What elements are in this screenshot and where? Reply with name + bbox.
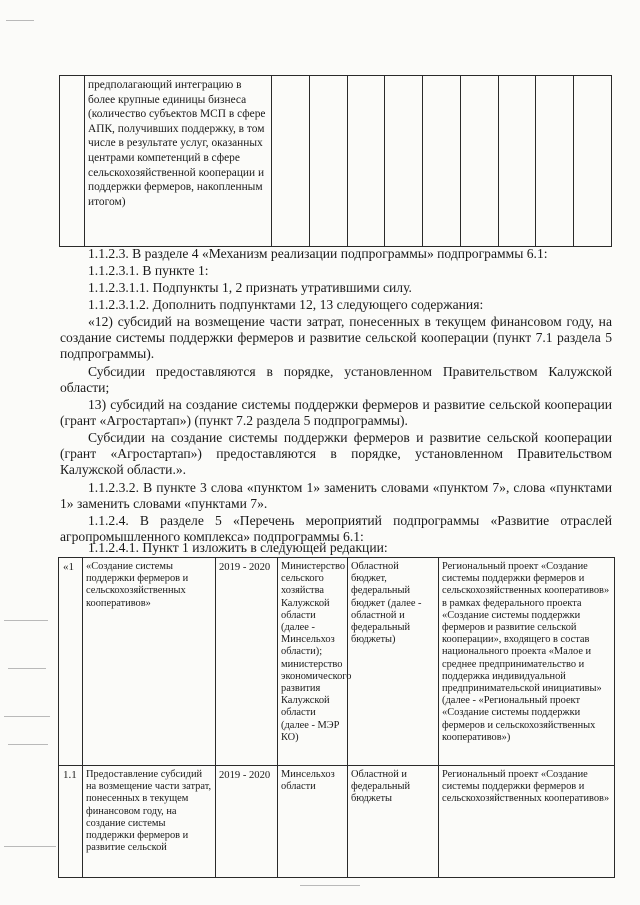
scan-mark [8, 668, 46, 669]
table-cell [272, 76, 310, 247]
scan-mark [4, 716, 50, 717]
paragraph: 1.1.2.3. В разделе 4 «Механизм реализации подпрограммы» подпрограммы 6.1: [88, 246, 548, 261]
measures-table [58, 557, 615, 878]
table-row [59, 766, 615, 878]
table-cell [460, 76, 498, 247]
table-cell [574, 76, 612, 247]
table-cell [60, 76, 85, 247]
indicator-name-cell: предполагающий интеграцию в более крупные единицы бизнеса (количество субъектов МСП в сфере АПК, получивших поддержку, в том числе в результате услуг, оказанных центрами компетенций в сфере сельскохозяйственной кооперации и поддержки фермеров, накопленным итогом) [85, 76, 272, 247]
table-row [60, 76, 612, 247]
table-cell [309, 76, 347, 247]
paragraph: 1.1.2.4. В разделе 5 «Перечень мероприятий подпрограммы «Развитие отраслей агропромышленного комплекса» подпрограммы 6.1: [60, 513, 612, 544]
paragraph: 1.1.2.3.1.1. Подпункты 1, 2 признать утратившими силу. [88, 280, 412, 295]
funding-source-cell: Областной и федеральный бюджеты [348, 766, 439, 878]
period-cell: 2019 - 2020 [216, 766, 278, 878]
scan-mark [8, 744, 48, 745]
funding-source-cell: Областной бюджет, федеральный бюджет (далее - областной и федеральный бюджеты) [348, 558, 439, 766]
period-cell: 2019 - 2020 [216, 558, 278, 766]
table-cell [347, 76, 385, 247]
table-cell [498, 76, 536, 247]
executor-cell: Минсельхоз области [278, 766, 348, 878]
scan-mark [300, 885, 360, 886]
executor-cell: Министерство сельского хозяйства Калужской области (далее - Минсельхоз области); министерство экономического развития Калужской области (далее - МЭР КО) [278, 558, 348, 766]
row-number-cell: 1.1 [59, 766, 83, 878]
scan-mark [4, 846, 56, 847]
project-cell: Региональный проект «Создание системы поддержки фермеров и сельскохозяйственных кооперативов» в рамках федерального проекта «Создание системы поддержки фермеров и развитие сельской кооперации», входящего в состав национального проекта «Малое и среднее предпринимательство и поддержка индивидуальной предпринимательской инициативы» (далее - «Региональный проект «Создание системы поддержки фермеров и сельскохозяйственных кооперативов») [439, 558, 615, 766]
paragraph: 1.1.2.3.1.2. Дополнить подпунктами 12, 13 следующего содержания: [88, 297, 484, 312]
measure-name-cell: Предоставление субсидий на возмещение части затрат, понесенных в текущем финансовом году, на создание системы поддержки фермеров и развитие сельской [83, 766, 216, 878]
measure-name-cell: «Создание системы поддержки фермеров и сельскохозяйственных кооперативов» [83, 558, 216, 766]
paragraph: 1.1.2.3.2. В пункте 3 слова «пунктом 1» заменить словами «пунктом 7», слова «пунктами 1» заменить словами «пунктами 7». [60, 480, 612, 511]
row-number-cell: «1 [59, 558, 83, 766]
paragraph: 1.1.2.3.1. В пункте 1: [88, 263, 209, 278]
table-row [59, 558, 615, 766]
paragraph: 1.1.2.4.1. Пункт 1 изложить в следующей редакции: [88, 540, 388, 555]
table-cell [423, 76, 461, 247]
paragraph: «12) субсидий на возмещение части затрат, понесенных в текущем финансовом году, на создание системы поддержки фермеров и развитие сельской кооперации (пункт 7.1 раздела 5 подпрограммы). [60, 314, 612, 361]
paragraph: 13) субсидий на создание системы поддержки фермеров и развитие сельской кооперации (грант «Агростартап») (пункт 7.2 раздела 5 подпрограммы). [60, 397, 612, 428]
table-cell [536, 76, 574, 247]
table-cell [385, 76, 423, 247]
scan-mark [4, 620, 48, 621]
indicators-table-continued [59, 75, 612, 247]
project-cell: Региональный проект «Создание системы поддержки фермеров и сельскохозяйственных кооперативов» [439, 766, 615, 878]
scan-mark [6, 20, 34, 21]
paragraph: Субсидии на создание системы поддержки фермеров и развитие сельской кооперации (грант «Агростартап») предоставляются в порядке, установленном Правительством Калужской области.». [60, 430, 612, 477]
paragraph: Субсидии предоставляются в порядке, установленном Правительством Калужской области; [60, 364, 612, 395]
